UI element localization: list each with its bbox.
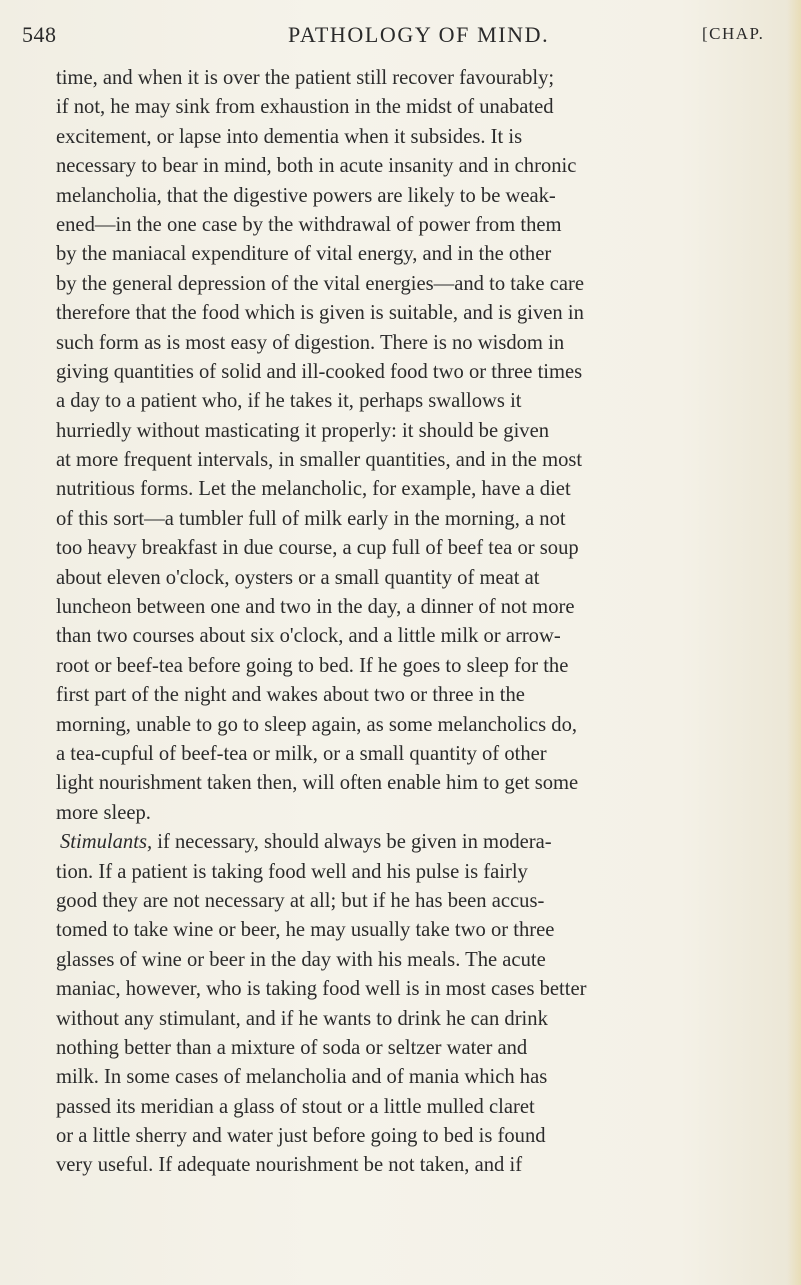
page-number: 548 — [22, 22, 57, 47]
text-line: more sleep. — [56, 801, 151, 824]
text-line: too heavy breakfast in due course, a cup full of beef tea or soup — [56, 537, 579, 560]
text-line: than two courses about six o'clock, and a little milk or arrow- — [56, 625, 561, 648]
text-line: glasses of wine or beer in the day with his meals. The acute — [56, 948, 546, 971]
body-text — [56, 64, 796, 1181]
text-line: very useful. If adequate nourishment be not taken, and if — [56, 1154, 523, 1177]
text-line: by the general depression of the vital energies—and to take care — [56, 272, 584, 295]
text-line: a tea-cupful of beef-tea or milk, or a small quantity of other — [56, 742, 547, 765]
text-line: if not, he may sink from exhaustion in the midst of unabated — [56, 96, 554, 119]
text-line: or a little sherry and water just before going to bed is found — [56, 1125, 546, 1148]
text-line: a day to a patient who, if he takes it, perhaps swallows it — [56, 390, 522, 413]
text-line: by the maniacal expenditure of vital energy, and in the other — [56, 243, 552, 266]
text-line: tomed to take wine or beer, he may usually take two or three — [56, 919, 555, 942]
running-title: PATHOLOGY OF MIND. — [288, 22, 550, 47]
text-line: light nourishment taken then, will often enable him to get some — [56, 772, 579, 795]
text-line: morning, unable to go to sleep again, as some melancholics do, — [56, 713, 578, 736]
text-line: at more frequent intervals, in smaller quantities, and in the most — [56, 449, 583, 472]
text-line: therefore that the food which is given is suitable, and is given in — [56, 302, 584, 325]
text-line: milk. In some cases of melancholia and of mania which has — [56, 1066, 548, 1089]
page-header — [22, 22, 782, 54]
text-line: luncheon between one and two in the day, a dinner of not more — [56, 596, 575, 619]
text-line: melancholia, that the digestive powers are likely to be weak- — [56, 184, 556, 207]
text-line: time, and when it is over the patient still recover favourably; — [56, 67, 555, 89]
text-line: good they are not necessary at all; but if he has been accus- — [56, 889, 545, 912]
text-line: of this sort—a tumbler full of milk early in the morning, a not — [56, 507, 566, 530]
text-line: maniac, however, who is taking food well is in most cases better — [56, 978, 587, 1001]
stimulants-heading: Stimulants, — [60, 831, 153, 854]
text-line: root or beef-tea before going to bed. If he goes to sleep for the — [56, 654, 569, 677]
paragraph-start-line — [56, 828, 796, 857]
text-line: such form as is most easy of digestion. There is no wisdom in — [56, 331, 565, 354]
text-line: giving quantities of solid and ill-cooked food two or three times — [56, 360, 583, 383]
text-line: passed its meridian a glass of stout or a little mulled claret — [56, 1095, 535, 1118]
text-line: nutritious forms. Let the melancholic, for example, have a diet — [56, 478, 571, 501]
text-line: about eleven o'clock, oysters or a small quantity of meat at — [56, 566, 540, 589]
text-line: ened—in the one case by the withdrawal of power from them — [56, 213, 562, 236]
chapter-label: [CHAP. — [702, 24, 765, 43]
text-line: excitement, or lapse into dementia when it subsides. It is — [56, 125, 523, 148]
text-line: necessary to bear in mind, both in acute insanity and in chronic — [56, 155, 577, 178]
text-line: without any stimulant, and if he wants to drink he can drink — [56, 1007, 548, 1030]
text-line: nothing better than a mixture of soda or seltzer water and — [56, 1036, 528, 1059]
text-line: tion. If a patient is taking food well and his pulse is fairly — [56, 860, 528, 883]
text-line: hurriedly without masticating it properly: it should be given — [56, 419, 550, 442]
text-line: first part of the night and wakes about two or three in the — [56, 684, 525, 707]
text-line-rest: if necessary, should always be given in modera- — [152, 831, 552, 854]
